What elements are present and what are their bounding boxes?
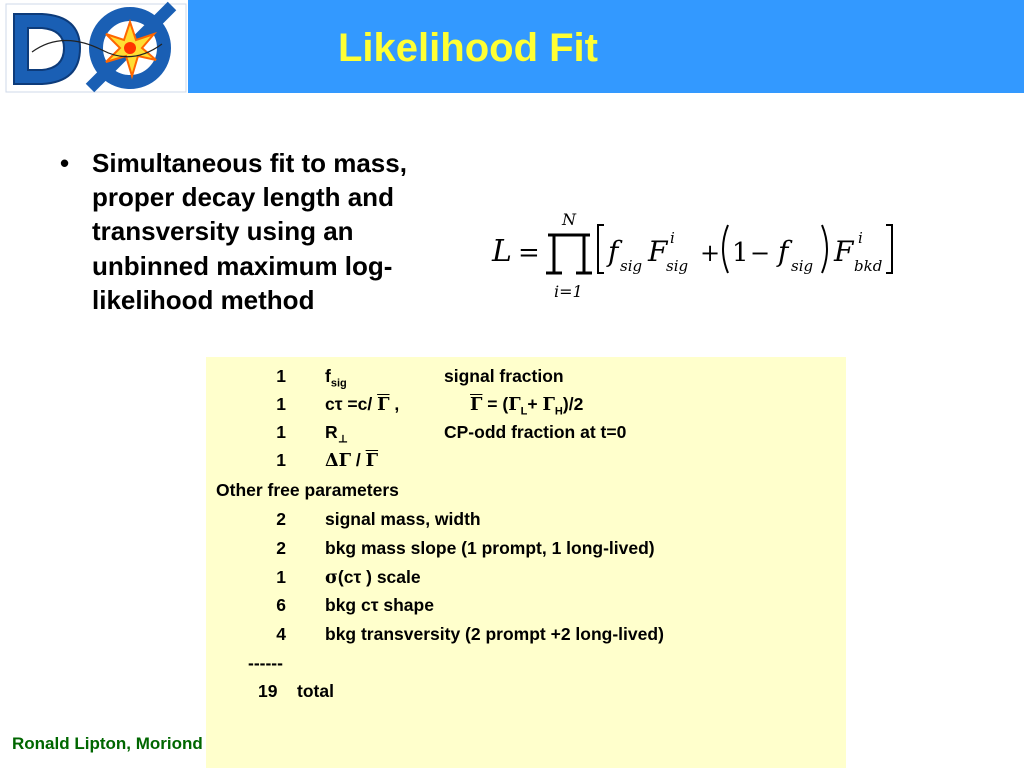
perp-symbol: ⊥ (337, 432, 349, 446)
param-count: 2 (276, 509, 286, 529)
param-ctau: cτ =c/ (325, 394, 378, 414)
sub-L: L (520, 405, 528, 418)
formula-lower-limit: i=1 (554, 282, 583, 301)
param-eq: = ( (482, 394, 509, 414)
formula-minus: − (750, 239, 771, 267)
product-symbol-icon (546, 235, 592, 273)
formula-equals: = (518, 238, 540, 268)
param-row-bkg-transversity (206, 621, 846, 647)
section-heading (206, 477, 846, 503)
param-plus: + (527, 394, 543, 414)
bullet-text: Simultaneous fit to mass, proper decay length and transversity using an unbinned maximum log-likelihood method (92, 148, 407, 315)
slide-title: Likelihood Fit (338, 26, 598, 70)
formula-L: L (492, 234, 512, 269)
param-count: 2 (276, 538, 286, 558)
param-description: CP-odd fraction at t=0 (444, 422, 627, 442)
param-description: signal fraction (444, 366, 564, 386)
param-description: bkg transversity (2 prompt +2 long-lived) (325, 624, 664, 644)
param-description (325, 564, 421, 591)
formula-one: 1 (732, 238, 749, 268)
param-count: 4 (276, 624, 286, 644)
formula-upper-limit: N (562, 210, 576, 229)
formula-sub-sig-2: sig (666, 257, 689, 275)
gamma-bar-symbol: $\overline{\Gamma}$ (377, 395, 390, 415)
section-label: Other free parameters (216, 480, 399, 500)
param-symbol (325, 447, 378, 474)
param-count: 1 (276, 450, 286, 470)
param-count: 1 (276, 567, 286, 587)
total-label: total (297, 681, 334, 701)
right-bracket-icon (886, 225, 892, 273)
param-count: 1 (276, 394, 286, 414)
param-symbol (325, 419, 348, 445)
param-row-lifetime (206, 391, 846, 417)
param-row-signal-mass (206, 506, 846, 532)
param-description: bkg cτ shape (325, 595, 434, 615)
param-comma: , (389, 394, 400, 414)
gamma-H-symbol: Γ (542, 395, 555, 415)
param-row-bkg-ctau (206, 592, 846, 618)
param-symbol-sub: sig (330, 377, 347, 390)
param-count: 1 (276, 422, 286, 442)
param-symbol (325, 363, 347, 389)
d0-logo (2, 0, 188, 96)
parameter-panel (206, 357, 846, 768)
formula-F-bkd: F (834, 235, 854, 268)
total-row (206, 678, 846, 704)
formula-F-sig: F (648, 235, 668, 268)
sigma-symbol: σ (325, 568, 338, 588)
formula-sub-sig-3: sig (791, 257, 814, 275)
bullet-marker: • (60, 148, 70, 178)
param-R: R (325, 422, 338, 442)
formula-sub-bkd: bkd (854, 257, 883, 275)
separator-row (206, 650, 846, 676)
formula-sup-i-1: i (670, 229, 675, 247)
formula-f-sig: f (608, 235, 619, 268)
formula-f-sig-2: f (778, 235, 789, 268)
left-paren-icon (723, 225, 728, 273)
param-row-delta-gamma (206, 447, 846, 473)
formula-sub-sig-1: sig (620, 257, 643, 275)
likelihood-formula (488, 205, 908, 305)
param-count: 1 (276, 366, 286, 386)
formula-sup-i-2: i (858, 229, 863, 247)
param-symbol-f: f (325, 366, 331, 386)
formula-plus: + (700, 239, 721, 267)
sub-H: H (554, 405, 563, 418)
param-count: 6 (276, 595, 286, 615)
param-symbol (325, 391, 399, 418)
param-description: bkg mass slope (1 prompt, 1 long-lived) (325, 538, 655, 558)
gamma-bar-symbol: $\overline{\Gamma}$ (470, 395, 483, 415)
param-row-bkg-mass (206, 535, 846, 561)
param-description (470, 391, 583, 418)
param-description: signal mass, width (325, 509, 481, 529)
delta-gamma-symbol: ΔΓ (325, 451, 352, 471)
footer-author: Ronald Lipton, Moriond (12, 734, 203, 753)
right-paren-icon (822, 225, 827, 273)
gamma-bar-symbol: $\overline{\Gamma}$ (365, 451, 379, 471)
param-row-signal-fraction (206, 363, 846, 389)
total-count: 19 (258, 681, 278, 701)
separator-dashes: ------ (248, 653, 283, 673)
param-row-sigma-scale (206, 564, 846, 590)
param-slash: / (351, 450, 366, 470)
param-div2: )/2 (562, 394, 584, 414)
param-scale-text: (cτ ) scale (337, 567, 421, 587)
left-bracket-icon (598, 225, 604, 273)
param-row-cp-odd (206, 419, 846, 445)
gamma-L-symbol: Γ (508, 395, 521, 415)
